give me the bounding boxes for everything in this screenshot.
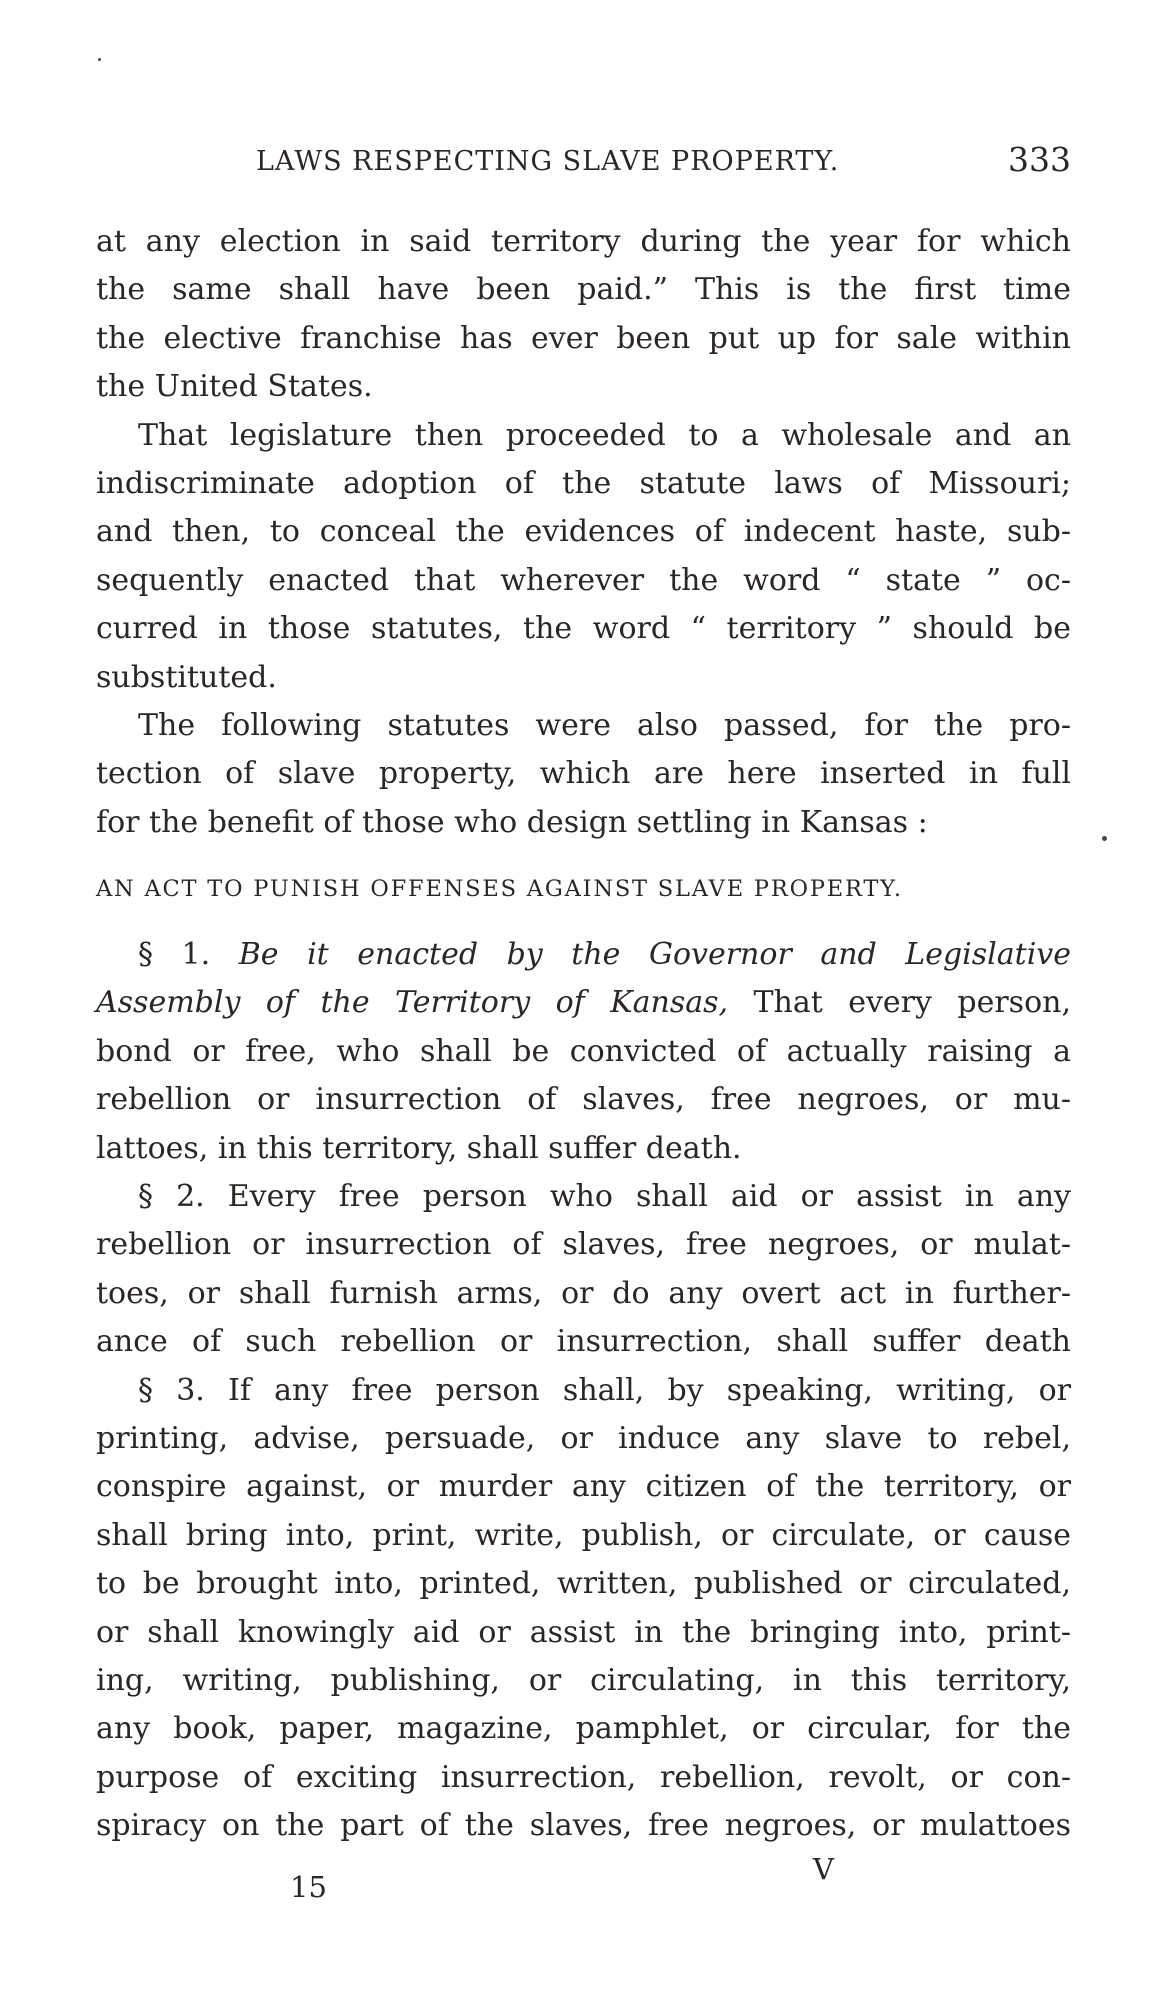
text-line: curred in those statutes, the word “ territory ” should be (96, 611, 1071, 647)
enacting-clause-continued: Assembly of the Territory of Kansas, (96, 985, 729, 1021)
text-line: The following statutes were also passed, for the pro- (138, 707, 1071, 743)
text-line: rebellion or insurrection of slaves, free negroes, or mulat- (96, 1227, 1071, 1263)
text-line: indiscriminate adoption of the statute laws of Missouri; (96, 465, 1071, 501)
page-header (96, 140, 1071, 184)
text-line: ing, writing, publishing, or circulating, in this territory, (96, 1662, 1071, 1698)
text-line (96, 931, 1071, 979)
ink-speck (98, 58, 101, 61)
act-heading-text: AN ACT TO PUNISH OFFENSES AGAINST SLAVE PROPERTY. (96, 876, 903, 903)
page-number: 333 (1008, 140, 1071, 179)
text-line: spiracy on the part of the slaves, free negroes, or mulattoes (96, 1808, 1071, 1844)
text-line: That legislature then proceeded to a wholesale and an (138, 417, 1071, 453)
section-text: That every person, (753, 985, 1071, 1021)
running-head: LAWS RESPECTING SLAVE PROPERTY. (256, 146, 840, 177)
text-line: tection of slave property, which are here inserted in full (96, 756, 1071, 792)
text-line: the United States. (96, 369, 373, 405)
text-line: to be brought into, printed, written, published or circulated, (96, 1566, 1071, 1602)
text-line: at any election in said territory during the year for which (96, 224, 1071, 259)
section-3 (96, 1367, 1071, 1851)
text-line: conspire against, or murder any citizen of the territory, or (96, 1469, 1071, 1505)
enacting-clause: Be it enacted by the Governor and Legislative (238, 937, 1071, 973)
text-line: sequently enacted that wherever the word “ state ” oc- (96, 562, 1071, 598)
text-line: § 3. If any free person shall, by speaking, writing, or (138, 1372, 1071, 1408)
text-line: and then, to conceal the evidences of indecent haste, sub- (96, 514, 1071, 550)
text-line: lattoes, in this territory, shall suffer death. (96, 1130, 742, 1166)
text-line: printing, advise, persuade, or induce any slave to rebel, (96, 1420, 1071, 1456)
ink-speck (1102, 836, 1107, 841)
text-line: for the benefit of those who design settling in Kansas : (96, 804, 928, 840)
paragraph-franchise (96, 218, 1071, 412)
section-2 (96, 1173, 1071, 1367)
paragraph-statutes (96, 702, 1071, 847)
text-line: ance of such rebellion or insurrection, shall suffer death (96, 1324, 1071, 1360)
paragraph-legislature (96, 412, 1071, 702)
act-heading (96, 847, 1071, 931)
text-line: purpose of exciting insurrection, rebellion, revolt, or con- (96, 1759, 1071, 1795)
signature-mark: 15 (290, 1870, 327, 1904)
text-line: substituted. (96, 659, 277, 695)
text-line: the elective franchise has ever been put up for sale within (96, 320, 1071, 356)
page-footer (96, 1852, 1071, 1916)
section-1 (96, 931, 1071, 1173)
text-line: or shall knowingly aid or assist in the bringing into, print- (96, 1614, 1071, 1650)
text-line: § 2. Every free person who shall aid or assist in any (138, 1179, 1071, 1215)
text-line: any book, paper, magazine, pamphlet, or circular, for the (96, 1711, 1071, 1747)
body-text (96, 218, 1071, 1851)
text-line: toes, or shall furnish arms, or do any overt act in further- (96, 1275, 1071, 1311)
sheet-mark: V (813, 1852, 834, 1886)
text-line: the same shall have been paid.” This is the first time (96, 272, 1071, 308)
text-line: shall bring into, print, write, publish, or circulate, or cause (96, 1517, 1071, 1553)
section-mark: § 1. (138, 937, 211, 973)
text-line: rebellion or insurrection of slaves, free negroes, or mu- (96, 1082, 1071, 1118)
text-line (96, 979, 1071, 1027)
text-line: bond or free, who shall be convicted of actually raising a (96, 1033, 1071, 1069)
